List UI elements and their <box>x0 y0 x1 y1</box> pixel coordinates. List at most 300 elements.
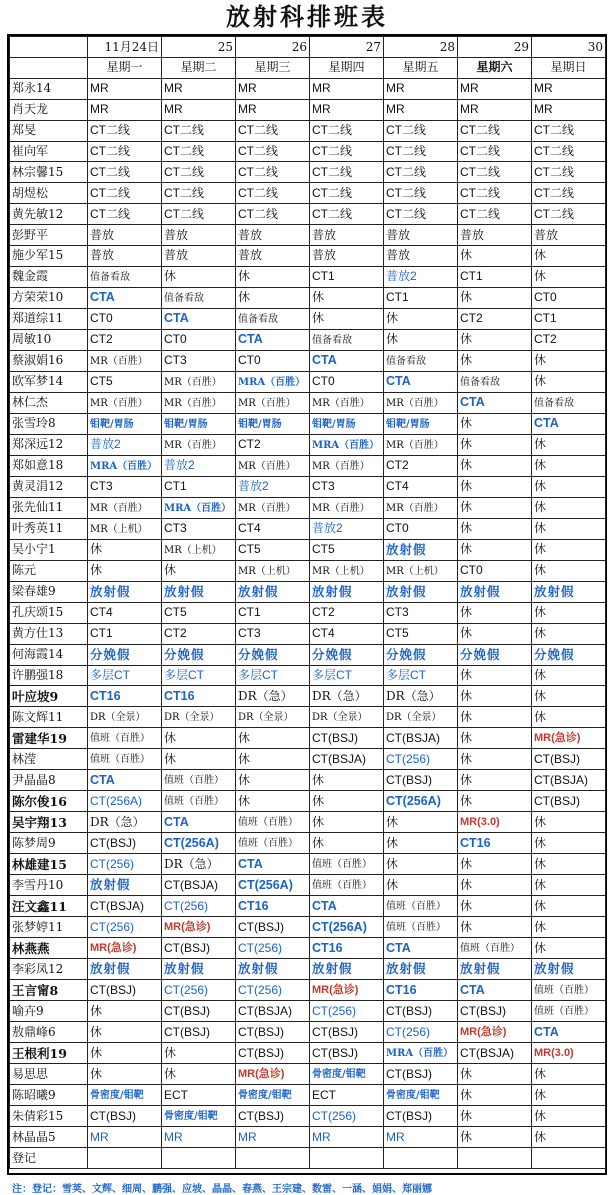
shift-cell <box>162 623 236 644</box>
shift-label: 休 <box>164 563 177 578</box>
shift-label: CTA <box>534 1024 559 1039</box>
shift-cell <box>532 266 606 287</box>
corner-cell <box>10 58 88 79</box>
shift-label: CT4 <box>90 605 113 620</box>
shift-cell <box>162 938 236 959</box>
shift-label: 普放 <box>386 248 411 263</box>
shift-cell <box>236 308 310 329</box>
shift-label: CT3 <box>90 479 113 494</box>
shift-cell <box>236 980 310 1001</box>
table-row <box>10 476 606 497</box>
shift-label: MR <box>312 81 331 96</box>
shift-label: 休 <box>460 416 473 431</box>
date-cell: 29 <box>458 37 532 58</box>
shift-label: 分娩假 <box>534 646 575 662</box>
shift-cell <box>310 1106 384 1127</box>
shift-cell <box>532 602 606 623</box>
shift-cell <box>532 78 606 99</box>
shift-label: 休 <box>386 814 399 829</box>
shift-cell <box>236 770 310 791</box>
shift-cell <box>458 1022 532 1043</box>
shift-label: 普放 <box>386 227 411 242</box>
shift-label: 骨密度/钼靶 <box>386 1090 440 1102</box>
shift-label: CT(BSJA) <box>386 730 440 745</box>
shift-cell <box>236 329 310 350</box>
shift-label: ECT <box>312 1087 336 1102</box>
table-row <box>10 371 606 392</box>
shift-cell <box>236 225 310 246</box>
table-row <box>10 959 606 980</box>
shift-cell <box>88 1043 162 1064</box>
shift-label: 休 <box>460 605 473 620</box>
shift-label: CT二线 <box>460 185 500 200</box>
shift-label: 休 <box>90 542 103 557</box>
shift-cell <box>236 266 310 287</box>
shift-label: CT(256) <box>386 1024 431 1039</box>
shift-cell <box>458 1127 532 1148</box>
shift-cell <box>532 623 606 644</box>
shift-label: MR（百胜） <box>238 502 296 514</box>
shift-cell <box>236 665 310 686</box>
shift-label: CTA <box>90 290 115 305</box>
staff-name: 崔向军 <box>10 141 88 162</box>
shift-cell <box>88 434 162 455</box>
shift-cell <box>532 812 606 833</box>
shift-cell <box>532 539 606 560</box>
shift-cell <box>88 1022 162 1043</box>
shift-label: CT二线 <box>534 206 574 221</box>
shift-cell <box>532 1064 606 1085</box>
shift-cell <box>532 728 606 749</box>
shift-cell <box>88 120 162 141</box>
shift-cell <box>458 476 532 497</box>
shift-label: MR（百胜） <box>312 502 370 514</box>
shift-cell <box>532 665 606 686</box>
staff-name: 吴宇翔13 <box>10 812 88 833</box>
shift-cell <box>458 560 532 581</box>
staff-name: 叶秀英11 <box>10 518 88 539</box>
shift-cell <box>236 812 310 833</box>
shift-label: CTA <box>164 311 189 326</box>
shift-label: 休 <box>534 542 547 557</box>
shift-cell <box>310 99 384 120</box>
shift-label: CT(256) <box>312 1003 357 1018</box>
date-header-row <box>10 37 606 58</box>
shift-label: CT4 <box>238 521 261 536</box>
shift-label: MR <box>386 102 405 117</box>
shift-cell <box>384 959 458 980</box>
shift-cell <box>384 539 458 560</box>
shift-cell <box>458 371 532 392</box>
shift-label: ECT <box>164 1087 188 1102</box>
shift-label: MRA（百胜） <box>238 376 306 388</box>
shift-cell <box>162 896 236 917</box>
shift-cell <box>236 371 310 392</box>
shift-cell <box>162 1064 236 1085</box>
shift-cell <box>532 560 606 581</box>
shift-label: CT3 <box>164 521 187 536</box>
date-cell: 26 <box>236 37 310 58</box>
shift-cell <box>458 707 532 728</box>
shift-label: CT二线 <box>164 144 204 158</box>
shift-label: CT二线 <box>238 123 278 138</box>
shift-cell <box>458 434 532 455</box>
shift-cell <box>310 350 384 371</box>
shift-label: CT2 <box>238 437 261 452</box>
shift-cell <box>532 329 606 350</box>
shift-label: MR(急诊) <box>460 1026 507 1039</box>
shift-cell <box>458 623 532 644</box>
shift-cell <box>162 875 236 896</box>
shift-cell <box>88 141 162 162</box>
shift-cell <box>236 644 310 665</box>
shift-label: MR（百胜） <box>164 439 222 451</box>
shift-cell <box>384 749 458 770</box>
shift-cell <box>162 560 236 581</box>
shift-cell <box>384 623 458 644</box>
shift-label: CTA <box>164 814 189 829</box>
shift-label: MR <box>90 1129 109 1144</box>
table-row <box>10 707 606 728</box>
shift-cell <box>458 266 532 287</box>
shift-label: 休 <box>534 479 547 494</box>
shift-label: MR <box>312 1129 331 1144</box>
date-cell: 30 <box>532 37 606 58</box>
shift-cell <box>162 434 236 455</box>
shift-cell <box>458 854 532 875</box>
staff-name: 易思思 <box>10 1064 88 1085</box>
shift-cell <box>532 162 606 183</box>
shift-cell <box>162 266 236 287</box>
shift-cell <box>162 120 236 141</box>
shift-cell <box>458 980 532 1001</box>
shift-label: CT二线 <box>534 144 574 158</box>
shift-label: 休 <box>312 311 325 326</box>
shift-cell <box>310 1085 384 1106</box>
shift-label: CT5 <box>238 542 261 557</box>
staff-name: 胡煜松 <box>10 183 88 204</box>
shift-label: CTA <box>534 416 559 431</box>
shift-label: 分娩假 <box>386 646 427 662</box>
shift-label: CT(BSJ) <box>238 1108 284 1123</box>
shift-label: CT(BSJ) <box>312 1024 358 1039</box>
shift-cell <box>532 225 606 246</box>
shift-cell <box>384 1022 458 1043</box>
shift-cell <box>310 225 384 246</box>
shift-cell <box>384 875 458 896</box>
shift-label: 休 <box>534 940 547 955</box>
shift-label: 多层CT <box>312 668 352 683</box>
shift-cell <box>310 728 384 749</box>
staff-name: 张梦婷11 <box>10 917 88 938</box>
shift-label: CT二线 <box>90 164 130 179</box>
shift-label: CT(BSJ) <box>460 1003 506 1018</box>
shift-label: 值班（百胜） <box>90 754 150 766</box>
shift-cell <box>384 497 458 518</box>
shift-label: 休 <box>534 835 547 850</box>
shift-cell <box>532 707 606 728</box>
shift-cell <box>458 497 532 518</box>
shift-label: 普放 <box>534 227 559 242</box>
shift-label: 休 <box>460 856 473 871</box>
shift-cell <box>88 1001 162 1022</box>
table-row <box>10 1148 606 1169</box>
shift-cell <box>532 392 606 413</box>
date-cell: 27 <box>310 37 384 58</box>
shift-cell <box>88 980 162 1001</box>
shift-label: MR(急诊) <box>312 984 359 997</box>
table-row <box>10 770 606 791</box>
shift-label: 休 <box>386 332 399 347</box>
shift-label: MR(3.0) <box>534 1047 574 1060</box>
shift-label: 休 <box>534 248 547 263</box>
shift-cell <box>88 476 162 497</box>
shift-cell <box>162 329 236 350</box>
shift-cell <box>162 770 236 791</box>
shift-label: 休 <box>534 856 547 871</box>
staff-name: 黄灵涓12 <box>10 476 88 497</box>
shift-cell <box>458 350 532 371</box>
shift-cell <box>384 833 458 854</box>
shift-label: MR（上机） <box>386 565 444 577</box>
shift-cell <box>88 392 162 413</box>
shift-label: 普放2 <box>90 437 121 452</box>
shift-cell <box>236 1085 310 1106</box>
shift-cell <box>458 581 532 602</box>
shift-cell <box>88 1127 162 1148</box>
shift-label: 休 <box>386 311 399 326</box>
shift-cell <box>310 518 384 539</box>
shift-label: CT2 <box>386 458 409 473</box>
shift-cell <box>162 413 236 434</box>
shift-label: CTA <box>90 772 115 787</box>
shift-cell <box>162 707 236 728</box>
footer-note: 注：登记：雪荚、文辉、细周、鹏强、应坡、晶晶、春燕、王宗建、数雷、一涵、娟娟、郑丽娜 <box>12 1184 432 1194</box>
shift-cell <box>162 1085 236 1106</box>
table-row <box>10 497 606 518</box>
shift-cell <box>88 686 162 707</box>
shift-cell <box>162 1148 236 1169</box>
shift-cell <box>88 225 162 246</box>
shift-cell <box>532 749 606 770</box>
shift-label: 休 <box>460 332 473 347</box>
shift-cell <box>236 1127 310 1148</box>
shift-label: 分娩假 <box>90 646 131 662</box>
shift-label: CTA <box>460 982 485 997</box>
shift-cell <box>384 581 458 602</box>
shift-cell <box>162 980 236 1001</box>
shift-label: CT4 <box>386 479 409 494</box>
shift-label: 骨密度/钼靶 <box>164 1111 218 1123</box>
shift-cell <box>532 1001 606 1022</box>
shift-cell <box>236 1106 310 1127</box>
shift-cell <box>236 791 310 812</box>
shift-cell <box>162 99 236 120</box>
shift-label: MR（百胜） <box>90 397 148 409</box>
shift-cell <box>310 581 384 602</box>
shift-cell <box>384 78 458 99</box>
shift-cell <box>88 455 162 476</box>
table-row <box>10 225 606 246</box>
shift-label: MR（百胜） <box>386 397 444 409</box>
shift-cell <box>532 854 606 875</box>
shift-label: DR（全景） <box>164 712 220 724</box>
shift-cell <box>88 413 162 434</box>
staff-name: 林仁杰 <box>10 392 88 413</box>
shift-cell <box>532 455 606 476</box>
shift-cell <box>162 581 236 602</box>
shift-cell <box>532 371 606 392</box>
shift-cell <box>310 791 384 812</box>
shift-cell <box>532 308 606 329</box>
shift-cell <box>310 602 384 623</box>
shift-cell <box>310 392 384 413</box>
shift-cell <box>162 1022 236 1043</box>
shift-cell <box>458 1106 532 1127</box>
shift-cell <box>458 162 532 183</box>
table-row <box>10 602 606 623</box>
shift-label: CT(256A) <box>312 919 367 934</box>
shift-label: CT2 <box>90 332 113 347</box>
shift-cell <box>458 183 532 204</box>
shift-cell <box>458 287 532 308</box>
shift-label: CT(BSJ) <box>90 1108 136 1123</box>
shift-label: 休 <box>460 1066 473 1081</box>
staff-name: 陈元 <box>10 560 88 581</box>
shift-label: 放射假 <box>386 961 427 977</box>
shift-label: CTA <box>312 353 337 368</box>
shift-label: 休 <box>238 269 251 284</box>
shift-label: CT(256A) <box>386 793 441 808</box>
shift-cell <box>88 78 162 99</box>
shift-cell <box>236 581 310 602</box>
table-row <box>10 1127 606 1148</box>
shift-label: 值班（百胜） <box>386 901 446 913</box>
shift-cell <box>458 896 532 917</box>
shift-cell <box>384 246 458 267</box>
shift-label: CT(BSJ) <box>312 730 358 745</box>
shift-cell <box>384 99 458 120</box>
shift-label: 放射假 <box>90 877 131 893</box>
shift-cell <box>310 686 384 707</box>
shift-cell <box>384 938 458 959</box>
shift-cell <box>236 455 310 476</box>
shift-cell <box>162 812 236 833</box>
shift-label: 休 <box>386 835 399 850</box>
shift-cell <box>310 644 384 665</box>
shift-cell <box>384 183 458 204</box>
shift-cell <box>458 225 532 246</box>
shift-cell <box>384 141 458 162</box>
shift-cell <box>458 602 532 623</box>
shift-cell <box>88 665 162 686</box>
table-row <box>10 246 606 267</box>
shift-label: 休 <box>534 269 547 284</box>
shift-cell <box>310 1148 384 1169</box>
shift-cell <box>532 246 606 267</box>
shift-label: MR <box>386 1129 405 1144</box>
shift-cell <box>532 1022 606 1043</box>
table-row <box>10 812 606 833</box>
shift-label: 放射假 <box>90 583 131 599</box>
shift-cell <box>532 518 606 539</box>
shift-cell <box>236 99 310 120</box>
shift-label: 值班（百胜） <box>460 943 520 955</box>
shift-label: DR（全景） <box>312 712 368 724</box>
table-row <box>10 518 606 539</box>
shift-label: MR（百胜） <box>312 397 370 409</box>
staff-name: 林晶晶5 <box>10 1127 88 1148</box>
shift-cell <box>162 644 236 665</box>
shift-cell <box>310 476 384 497</box>
shift-label: 放射假 <box>238 583 279 599</box>
staff-name: 孔庆颂15 <box>10 602 88 623</box>
shift-label: CT二线 <box>460 164 500 179</box>
shift-cell <box>310 770 384 791</box>
shift-cell <box>532 980 606 1001</box>
weekday-cell: 星期四 <box>310 58 384 79</box>
shift-label: 休 <box>534 500 547 515</box>
shift-cell <box>532 686 606 707</box>
shift-label: 值班（百胜） <box>90 733 150 745</box>
shift-label: CT16 <box>460 835 491 850</box>
shift-cell <box>532 791 606 812</box>
shift-label: CT二线 <box>90 144 130 158</box>
staff-name: 何海霞14 <box>10 644 88 665</box>
shift-cell <box>236 560 310 581</box>
shift-cell <box>458 120 532 141</box>
staff-name: 吴小宁1 <box>10 539 88 560</box>
staff-name: 郑道综11 <box>10 308 88 329</box>
shift-label: CT16 <box>90 688 121 703</box>
shift-cell <box>310 875 384 896</box>
table-row <box>10 854 606 875</box>
shift-label: CT(BSJ) <box>534 793 580 808</box>
shift-label: MR <box>534 81 553 96</box>
staff-name: 方荣荣10 <box>10 287 88 308</box>
shift-cell <box>384 287 458 308</box>
shift-cell <box>458 1001 532 1022</box>
shift-cell <box>88 896 162 917</box>
shift-cell <box>532 875 606 896</box>
shift-label: CT二线 <box>312 206 352 221</box>
shift-label: MR(3.0) <box>460 816 500 829</box>
shift-cell <box>236 392 310 413</box>
shift-label: MR（百胜） <box>164 397 222 409</box>
shift-cell <box>384 266 458 287</box>
shift-label: 放射假 <box>534 583 575 599</box>
date-cell: 11月24日 <box>88 37 162 58</box>
shift-label: MR <box>90 102 109 117</box>
staff-name: 彭野平 <box>10 225 88 246</box>
shift-cell <box>88 266 162 287</box>
shift-label: 普放 <box>460 227 485 242</box>
table-row <box>10 434 606 455</box>
shift-label: CT5 <box>164 605 187 620</box>
shift-cell <box>532 770 606 791</box>
shift-cell <box>236 1001 310 1022</box>
shift-cell <box>310 371 384 392</box>
shift-label: 值备看敌 <box>90 271 130 283</box>
shift-cell <box>458 99 532 120</box>
shift-cell <box>532 917 606 938</box>
shift-label: 休 <box>460 458 473 473</box>
shift-label: 普放2 <box>312 521 343 536</box>
shift-cell <box>236 1148 310 1169</box>
staff-name: 林宗馨15 <box>10 162 88 183</box>
shift-label: 休 <box>534 563 547 578</box>
staff-name: 陈文辉11 <box>10 707 88 728</box>
